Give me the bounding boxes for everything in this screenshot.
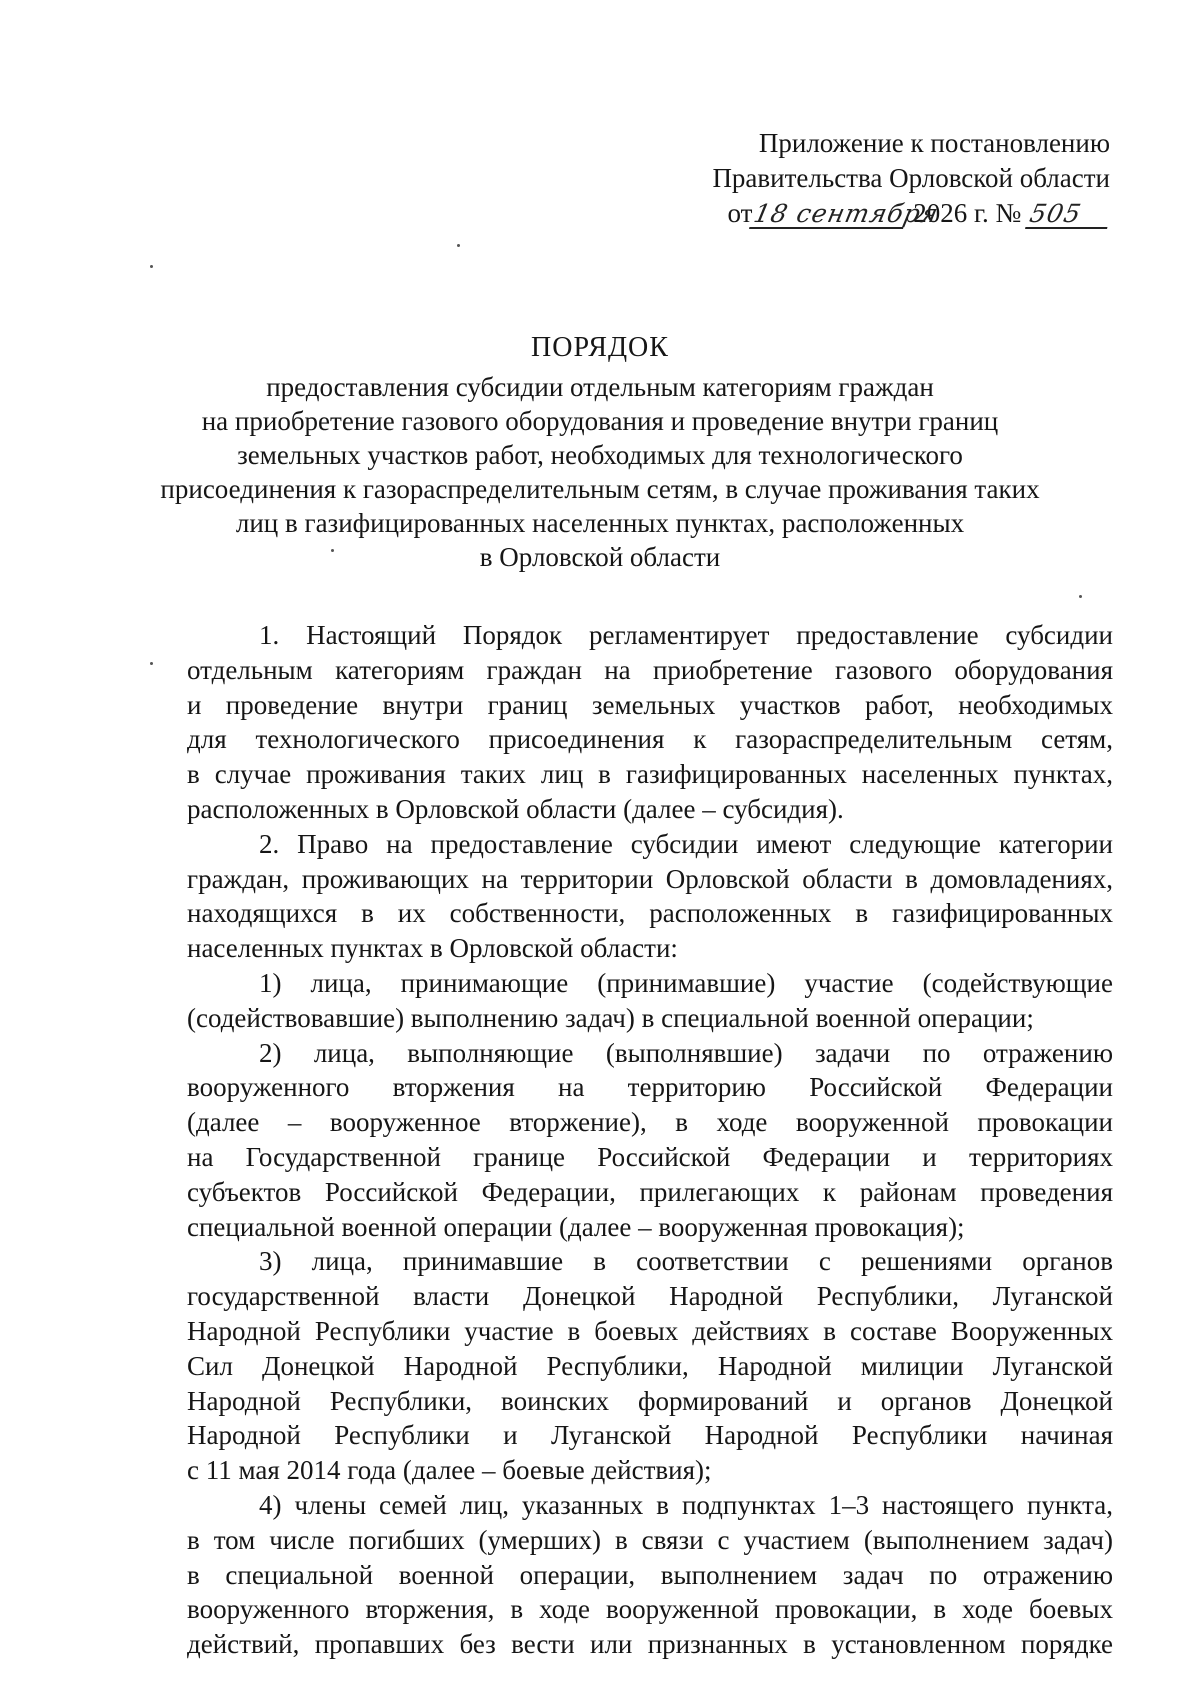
scan-speck xyxy=(331,549,334,552)
paragraph xyxy=(187,618,1113,827)
scan-speck xyxy=(1079,595,1082,598)
handwritten-number: 505 xyxy=(1025,201,1113,229)
subtitle-line: на приобретение газового оборудования и проведение внутри границ xyxy=(201,406,999,436)
paragraph xyxy=(187,1036,1113,1245)
paragraph-line: специальной военной операции (далее – вооруженная провокация); xyxy=(187,1211,965,1242)
paragraph-line: субъектов Российской Федерации, прилегающих к районам проведения xyxy=(187,1176,1113,1207)
paragraph-line: 2) лица, выполняющие (выполнявшие) задачи по отражению xyxy=(259,1037,1113,1068)
title-block xyxy=(160,330,1040,574)
paragraph xyxy=(187,827,1113,966)
paragraph-line: отдельным категориям граждан на приобретение газового оборудования xyxy=(187,654,1113,685)
paragraph-line: вооруженного вторжения на территорию Российской Федерации xyxy=(187,1072,1113,1103)
scan-speck xyxy=(457,244,460,247)
paragraph-line: в специальной военной операции, выполнением задач по отражению xyxy=(187,1559,1113,1590)
paragraph-line: 1. Настоящий Порядок регламентирует предоставление субсидии xyxy=(259,620,1113,650)
paragraph-line: на Государственной границе Российской Федерации и территориях xyxy=(187,1141,1113,1172)
subtitle-line: лиц в газифицированных населенных пунктах, расположенных xyxy=(235,508,965,538)
paragraph-line: государственной власти Донецкой Народной Республики, Луганской xyxy=(187,1281,1113,1312)
paragraph xyxy=(187,1244,1113,1488)
paragraph-line: вооруженного вторжения, в ходе вооруженной провокации, в ходе боевых xyxy=(187,1594,1113,1625)
paragraph-line: в случае проживания таких лиц в газифицированных населенных пунктах, xyxy=(187,759,1113,790)
scan-speck xyxy=(150,265,153,268)
paragraph-line: населенных пунктах в Орловской области: xyxy=(187,933,678,964)
document-body xyxy=(187,618,1113,1662)
appendix-year: 2026 г. № xyxy=(913,198,1022,228)
paragraph-line: 2. Право на предоставление субсидии имеют следующие категории xyxy=(259,828,1113,859)
appendix-from-prefix: от xyxy=(727,198,753,228)
paragraph-line: для технологического присоединения к газораспределительным сетям, xyxy=(187,724,1113,755)
handwritten-date: 18 сентября xyxy=(749,201,909,229)
paragraph-line: в том числе погибших (умерших) в связи с участием (выполнением задач) xyxy=(187,1524,1113,1555)
paragraph-line: расположенных в Орловской области (далее – субсидия). xyxy=(187,793,844,824)
paragraph-line: граждан, проживающих на территории Орловской области в домовладениях, xyxy=(187,863,1113,894)
subtitle-line: в Орловской области xyxy=(479,542,721,572)
paragraph xyxy=(187,966,1113,1036)
document-subtitle xyxy=(160,370,1040,574)
paragraph-line: (содействовавшие) выполнению задач) в специальной военной операции; xyxy=(187,1002,1034,1033)
paragraph-line: 1) лица, принимающие (принимавшие) участие (содействующие xyxy=(259,967,1113,998)
appendix-date-line xyxy=(690,196,1110,231)
appendix-header xyxy=(690,126,1110,231)
paragraph-line: (далее – вооруженное вторжение), в ходе вооруженной провокации xyxy=(187,1107,1113,1138)
subtitle-line: присоединения к газораспределительным сетям, в случае проживания таких xyxy=(160,474,1040,504)
subtitle-line: земельных участков работ, необходимых для технологического xyxy=(237,440,963,470)
appendix-line-2: Правительства Орловской области xyxy=(712,163,1110,193)
paragraph-line: Народной Республики и Луганской Народной Республики начиная xyxy=(187,1420,1113,1451)
paragraph-line: с 11 мая 2014 года (далее – боевые действия); xyxy=(187,1455,712,1486)
paragraph-line: 3) лица, принимавшие в соответствии с решениями органов xyxy=(259,1246,1113,1277)
paragraph-line: 4) члены семей лиц, указанных в подпунктах 1–3 настоящего пункта, xyxy=(259,1489,1113,1520)
paragraph-line: Народной Республики, воинских формирований и органов Донецкой xyxy=(187,1385,1113,1416)
document-title: ПОРЯДОК xyxy=(531,332,669,363)
paragraph-line: действий, пропавших без вести или признанных в установленном порядке xyxy=(187,1629,1113,1660)
paragraph xyxy=(187,1488,1113,1662)
appendix-line-1: Приложение к постановлению xyxy=(758,128,1110,158)
paragraph-line: находящихся в их собственности, расположенных в газифицированных xyxy=(187,898,1113,929)
paragraph-line: Народной Республики участие в боевых действиях в составе Вооруженных xyxy=(187,1315,1113,1346)
paragraph-line: Сил Донецкой Народной Республики, Народной милиции Луганской xyxy=(187,1350,1113,1381)
paragraph-line: и проведение внутри границ земельных участков работ, необходимых xyxy=(187,689,1113,720)
subtitle-line: предоставления субсидии отдельным категориям граждан xyxy=(266,372,934,402)
scan-speck xyxy=(150,662,153,665)
